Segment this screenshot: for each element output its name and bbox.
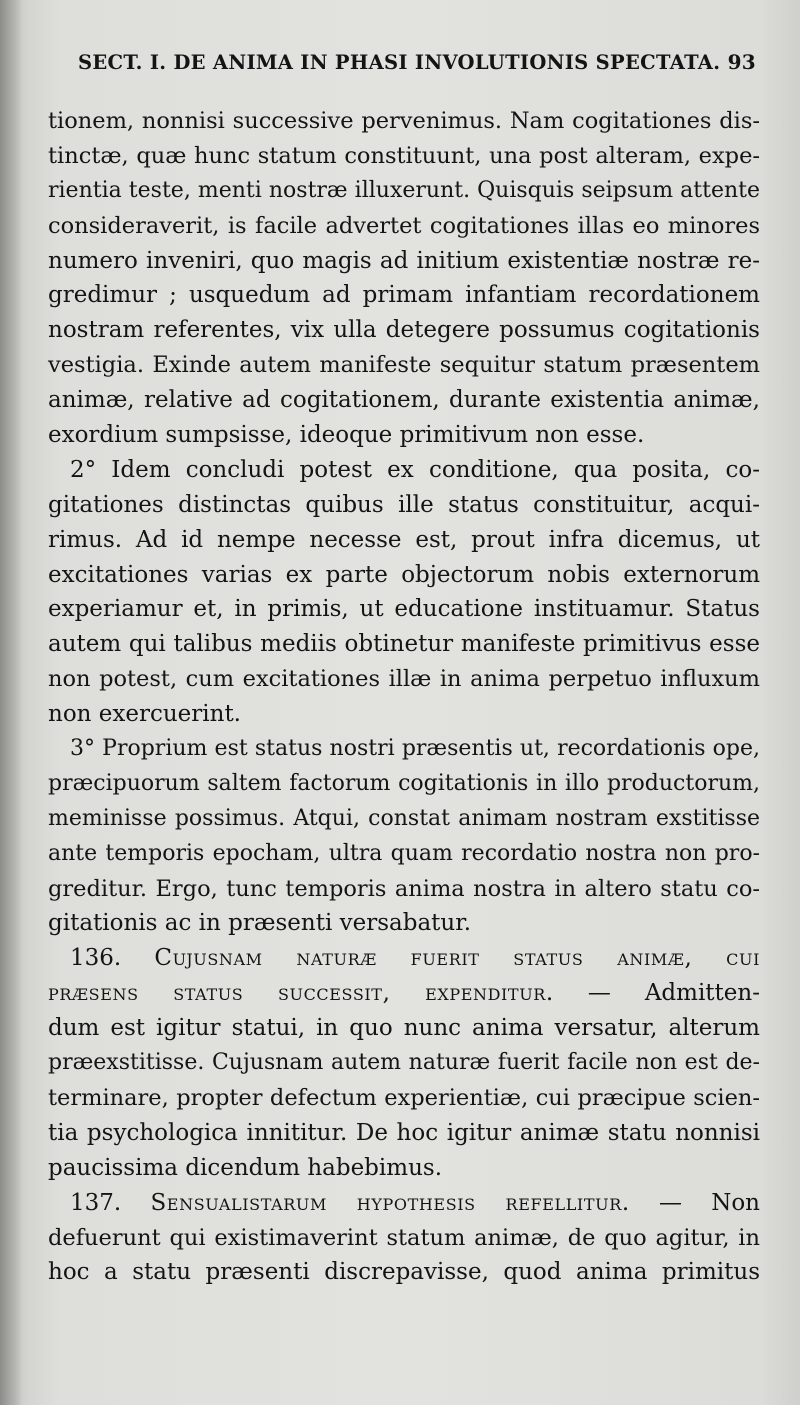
- running-head: [78, 50, 756, 86]
- section-136-heading-line-1: [48, 941, 760, 976]
- text-line: rimus. Ad id nempe necesse est, prout infra dicemus, ut: [48, 526, 760, 553]
- text-line: experiamur et, in primis, ut educatione instituamur. Status: [48, 596, 760, 623]
- text-line: vestigia. Exinde autem manifeste sequitur statum præsentem: [48, 352, 760, 379]
- text-line: excitationes varias ex parte objectorum nobis externorum: [48, 561, 760, 588]
- text-line: præcipuorum saltem factorum cogitationis in illo productorum,: [48, 770, 760, 796]
- section-title: Cujusnam naturæ fuerit status animæ, cui: [154, 945, 760, 972]
- running-head-title: SECT. I. DE ANIMA IN PHASI INVOLUTIONIS SPECTATA.: [78, 51, 721, 74]
- text-line: ante temporis epocham, ultra quam recordatio nostra non pro-: [48, 840, 760, 866]
- section-text: — Non: [629, 1189, 760, 1216]
- section-number: 136.: [70, 945, 122, 972]
- text-line: exordium sumpsisse, ideoque primitivum non esse.: [48, 422, 645, 449]
- text-line: non exercuerint.: [48, 701, 241, 728]
- body-text: [48, 104, 760, 1290]
- text-line: autem qui talibus mediis obtinetur manifeste primitivus esse: [48, 631, 760, 658]
- text-line: præexstitisse. Cujusnam autem naturæ fuerit facile non est de-: [48, 1050, 760, 1076]
- section-title: Sensualistarum hypothesis refellitur.: [150, 1189, 630, 1216]
- section-136-heading-line-2: [48, 976, 760, 1011]
- text-line: tionem, nonnisi successive pervenimus. Nam cogitationes dis-: [48, 108, 760, 134]
- text-line: numero inveniri, quo magis ad initium existentiæ nostræ re-: [48, 247, 760, 274]
- section-number: 137.: [70, 1189, 122, 1216]
- text-line: gitationes distinctas quibus ille status constituitur, acqui-: [48, 491, 760, 518]
- text-line: consideraverit, is facile advertet cogitationes illas eo minores: [48, 212, 760, 239]
- text-line: animæ, relative ad cogitationem, durante existentia animæ,: [48, 387, 760, 414]
- text-line: tia psychologica innititur. De hoc igitur animæ statu nonnisi: [48, 1119, 760, 1146]
- text-line: 2° Idem concludi potest ex conditione, qua posita, co-: [70, 456, 760, 483]
- section-title: præsens status successit, expenditur.: [48, 980, 554, 1007]
- text-line: gredimur ; usquedum ad primam infantiam recordationem: [48, 282, 760, 309]
- text-line: nostram referentes, vix ulla detegere possumus cogitationis: [48, 317, 760, 344]
- text-line: paucissima dicendum habebimus.: [48, 1154, 442, 1181]
- page-number: 93: [727, 50, 756, 74]
- text-line: 3° Proprium est status nostri præsentis ut, recordationis ope,: [70, 736, 760, 762]
- page-gutter-shadow: [0, 0, 22, 1405]
- text-line: hoc a statu præsenti discrepavisse, quod anima primitus: [48, 1259, 760, 1286]
- text-line: rientia teste, menti nostræ illuxerunt. Quisquis seipsum attente: [48, 177, 760, 203]
- text-line: tinctæ, quæ hunc statum constituunt, una post alteram, expe-: [48, 142, 760, 169]
- text-line: meminisse possimus. Atqui, constat animam nostram exstitisse: [48, 805, 760, 831]
- text-line: greditur. Ergo, tunc temporis anima nostra in altero statu co-: [48, 875, 760, 902]
- section-text: — Admitten-: [553, 980, 760, 1007]
- section-137-heading-line: [48, 1186, 760, 1221]
- text-line: dum est igitur statui, in quo nunc anima versatur, alterum: [48, 1015, 760, 1042]
- text-line: non potest, cum excitationes illæ in anima perpetuo influxum: [48, 666, 760, 693]
- text-line: terminare, propter defectum experientiæ, cui præcipue scien-: [48, 1084, 760, 1111]
- text-line: defuerunt qui existimaverint statum animæ, de quo agitur, in: [48, 1224, 760, 1251]
- text-line: gitationis ac in præsenti versabatur.: [48, 910, 472, 937]
